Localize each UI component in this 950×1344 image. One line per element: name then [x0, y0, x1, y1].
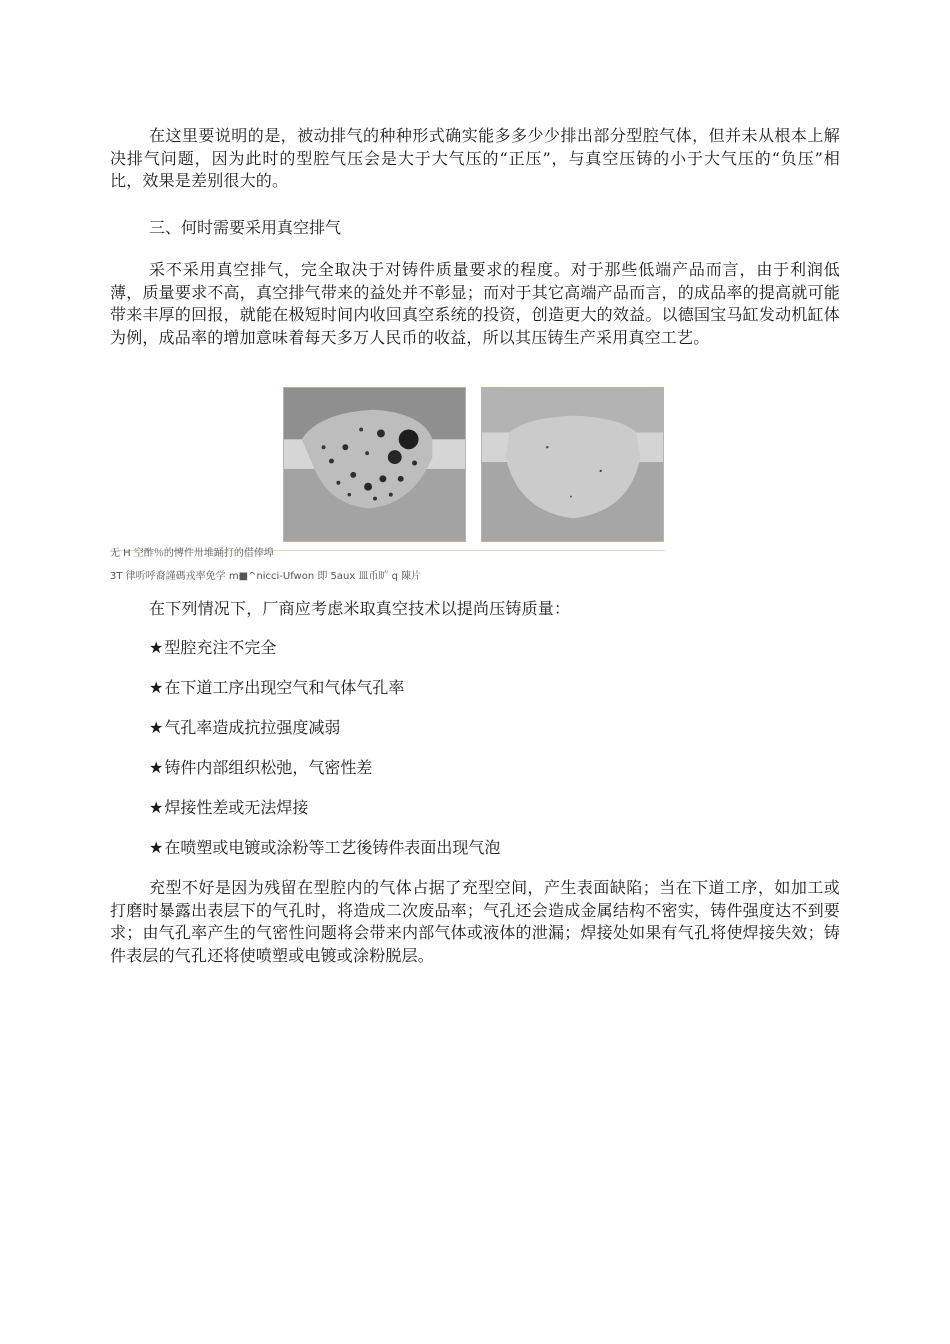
bullet-item: ★型腔充注不完全 [149, 638, 277, 657]
star-icon: ★ [149, 838, 164, 857]
figure-weld-comparison [283, 387, 666, 543]
paragraph-conditions-intro: 在下列情况下，厂商应考虑米取真空技术以提尚压铸质量： [149, 599, 571, 618]
figure-caption-line-1: 无 H 空酢％的慱件卅堆踊打的借俸埠 [110, 548, 274, 559]
star-icon: ★ [149, 758, 164, 777]
star-icon: ★ [149, 678, 164, 697]
paragraph-when-vacuum: 采不采用真空排气，完全取决于对铸件质量要求的程度。对于那些低端产品而言，由于利润低薄，质量要求不高，真空排气带来的益处并不彰显；而对于其它高端产品而言，的成品率的提高就可能带来丰厚的回报，就能在极短时间内收回真空系统的投资，创造更大的效益。以德国宝马缸发动机缸体为例，成品率的增加意味着每天多万人民币的收益，所以其压铸生产采用真空工艺。 [110, 260, 840, 347]
bullet-item: ★气孔率造成抗拉强度减弱 [149, 718, 341, 737]
photo-clean-weld [481, 387, 664, 542]
star-icon: ★ [149, 798, 164, 817]
bullet-item: ★焊接性差或无法焊接 [149, 798, 309, 817]
section-heading: 三、何时需要采用真空排气 [149, 218, 342, 237]
bullet-item: ★在喷塑或电镀或涂粉等工艺後铸件表面出现气泡 [149, 838, 501, 857]
star-icon: ★ [149, 718, 164, 737]
photo-porous-weld [283, 387, 466, 542]
clean-weld-image [482, 388, 663, 541]
bullet-item: ★铸件内部组织松弛，气密性差 [149, 758, 373, 777]
paragraph-porosity-effects: 充型不好是因为残留在型腔内的气体占据了充型空间，产生表面缺陷；当在下道工序，如加工或打磨时暴露出表层下的气孔时，将造成二次废品率；气孔还会造成金属结构不密实，铸件强度达不到要求；由气孔率产生的气密性问题将会带来内部气体或液体的泄漏；焊接处如果有气孔将使焊接失效；铸件表层的气孔还将使喷塑或电镀或涂粉脱层。 [110, 878, 840, 965]
star-icon: ★ [149, 638, 164, 657]
bullet-item: ★在下道工序出现空气和气体气孔率 [149, 678, 405, 697]
porous-weld-image [284, 388, 465, 541]
paragraph-passive-venting: 在这里要说明的是，被动排气的种种形式确实能多多少少排出部分型腔气体，但并未从根本上解决排气问题，因为此时的型腔气压会是大于大气压的“正压”，与真空压铸的小于大气压的“负压”相比，效果是差别很大的。 [110, 126, 840, 190]
figure-caption-line-2: 3T 律听呼裔謹碼戎率免学 m■^nicci-Ufwon 即 5aux 皿币旷 q 陳片 [110, 571, 422, 582]
